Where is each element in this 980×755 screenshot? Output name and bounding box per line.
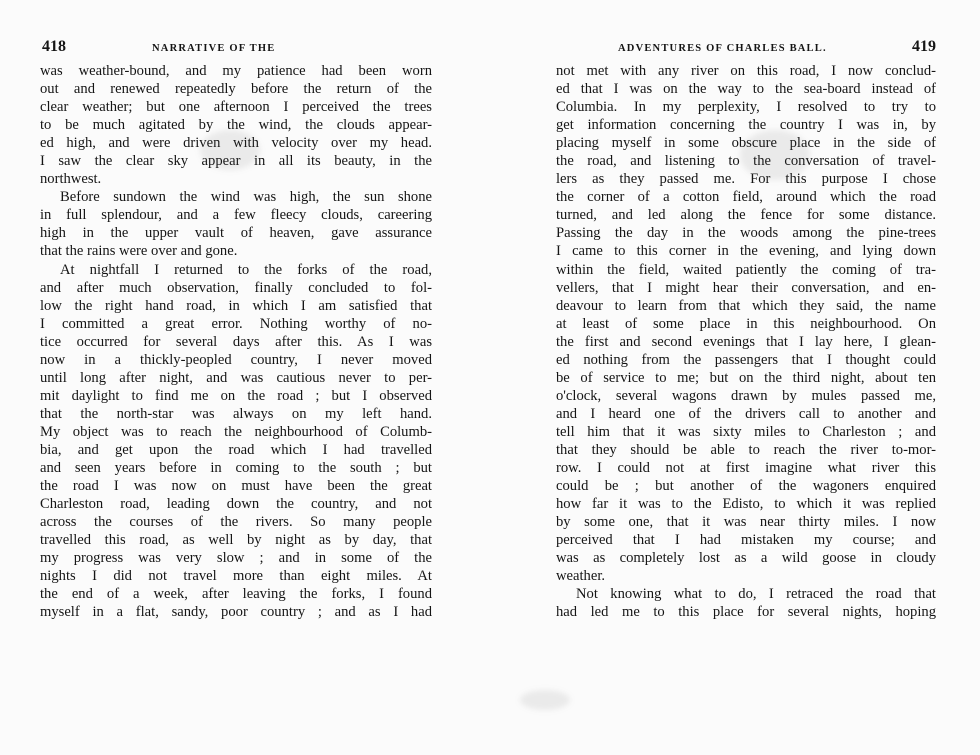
text-line: bia, and get upon the road which I had travelled xyxy=(40,441,432,458)
text-line: until long after night, and was cautious never to per- xyxy=(40,369,432,386)
ink-smudge xyxy=(520,690,570,710)
text-line: the road, and listening to the conversation of travel- xyxy=(556,153,936,170)
text-line: get information concerning the country I was in, by xyxy=(556,117,936,134)
text-line: myself in a flat, sandy, poor country ; and as I had xyxy=(40,604,432,621)
text-line: was weather-bound, and my patience had been worn xyxy=(40,63,432,79)
ink-smudge xyxy=(200,130,260,170)
text-line: vellers, that I might hear their conversation, and en- xyxy=(556,279,936,296)
ink-smudge xyxy=(740,130,810,180)
text-line: My object was to reach the neighbourhood of Columb- xyxy=(40,423,432,440)
text-line: across the courses of the rivers. So many people xyxy=(40,514,432,531)
text-line: placing myself in some obscure place in the side of xyxy=(556,135,936,152)
text-line: at least of some place in this neighbourhood. On xyxy=(556,315,936,332)
text-line: deavour to learn from that which they said, the name xyxy=(556,297,936,314)
text-line: was as completely lost as a wild goose in cloudy xyxy=(556,550,936,567)
left-page xyxy=(40,38,432,621)
text-line: that the rains were over and gone. xyxy=(40,243,238,260)
text-line: the road I was now on must have been the great xyxy=(40,478,432,495)
text-line: that they should be able to reach the river to-mor- xyxy=(556,441,936,458)
text-line: nights I did not travel more than eight miles. At xyxy=(40,568,432,585)
right-page-number: 419 xyxy=(912,38,936,55)
text-line: my progress was very slow ; and in some of the xyxy=(40,550,432,567)
text-line: be of service to me; but on the third night, about ten xyxy=(556,369,936,386)
text-line: ed nothing from the passengers that I thought could xyxy=(556,351,936,368)
text-line: now in a thickly-peopled country, I never moved xyxy=(40,351,432,368)
text-line: clear weather; but one afternoon I perceived the trees xyxy=(40,99,432,116)
text-line: that the north-star was always on my left hand. xyxy=(40,405,432,422)
text-line: to be much agitated by the wind, the clouds appear- xyxy=(40,117,432,134)
text-line: Columbia. In my perplexity, I resolved to try to xyxy=(556,99,936,116)
text-line: how far it was to the Edisto, to which it was replied xyxy=(556,496,936,513)
text-line: weather. xyxy=(556,568,606,585)
text-line: travelled this road, as well by night as by day, that xyxy=(40,532,432,549)
text-line: turned, and led along the fence for some distance. xyxy=(556,207,936,224)
text-line: ed high, and were driven with velocity over my head. xyxy=(40,135,432,152)
text-line: Charleston road, leading down the country, and not xyxy=(40,496,432,513)
text-line: I committed a great error. Nothing worthy of no- xyxy=(40,315,432,332)
text-line: mit daylight to find me on the road ; but I observed xyxy=(40,387,432,404)
text-line: Passing the day in the woods among the pine-trees xyxy=(556,225,936,242)
text-line: Before sundown the wind was high, the sun shone xyxy=(60,189,432,206)
text-line: not met with any river on this road, I now conclud- xyxy=(556,63,936,79)
right-page-header xyxy=(556,38,936,62)
text-line: could be ; but another of the wagoners enquired xyxy=(556,478,936,495)
text-line: ed that I was on the way to the sea-board instead of xyxy=(556,81,936,98)
left-page-number: 418 xyxy=(42,38,66,55)
text-line: At nightfall I returned to the forks of the road, xyxy=(60,261,432,278)
text-line: Not knowing what to do, I retraced the road that xyxy=(576,586,936,603)
text-line: tell him that it was sixty miles to Charleston ; and xyxy=(556,423,936,440)
text-line: and seen years before in coming to the south ; but xyxy=(40,460,432,477)
left-running-head: NARRATIVE OF THE xyxy=(152,43,276,54)
text-line: perceived that I had mistaken my course; and xyxy=(556,532,936,549)
text-line: I came to this corner in the evening, and lying down xyxy=(556,243,936,260)
right-page xyxy=(556,38,936,621)
text-line: the corner of a cotton field, around which the road xyxy=(556,189,936,206)
text-line: the first and second evenings that I lay here, I glean- xyxy=(556,333,936,350)
text-line: o'clock, several wagons drawn by mules passed me, xyxy=(556,387,936,404)
text-line: high in the upper vault of heaven, gave assurance xyxy=(40,225,432,242)
right-running-head: ADVENTURES OF CHARLES BALL. xyxy=(618,43,827,54)
text-line: within the field, waited patiently the coming of tra- xyxy=(556,261,936,278)
text-line: and after much observation, finally concluded to fol- xyxy=(40,279,432,296)
text-line: lers as they passed me. For this purpose I chose xyxy=(556,171,936,188)
text-line: row. I could not at first imagine what river this xyxy=(556,460,936,477)
text-line: had led me to this place for several nights, hoping xyxy=(556,604,936,621)
text-line: northwest. xyxy=(40,171,102,188)
text-line: out and renewed repeatedly before the return of the xyxy=(40,81,432,98)
text-line: in full splendour, and a few fleecy clouds, careering xyxy=(40,207,432,224)
text-line: I saw the clear sky appear in all its beauty, in the xyxy=(40,153,432,170)
text-line: tice occurred for several days after this. As I was xyxy=(40,333,432,350)
text-line: and I heard one of the drivers call to another and xyxy=(556,405,936,422)
left-page-header xyxy=(40,38,432,62)
text-line: by some one, that it was near thirty miles. I now xyxy=(556,514,936,531)
text-line: low the right hand road, in which I am satisfied that xyxy=(40,297,432,314)
text-line: the end of a week, after leaving the forks, I found xyxy=(40,586,432,603)
